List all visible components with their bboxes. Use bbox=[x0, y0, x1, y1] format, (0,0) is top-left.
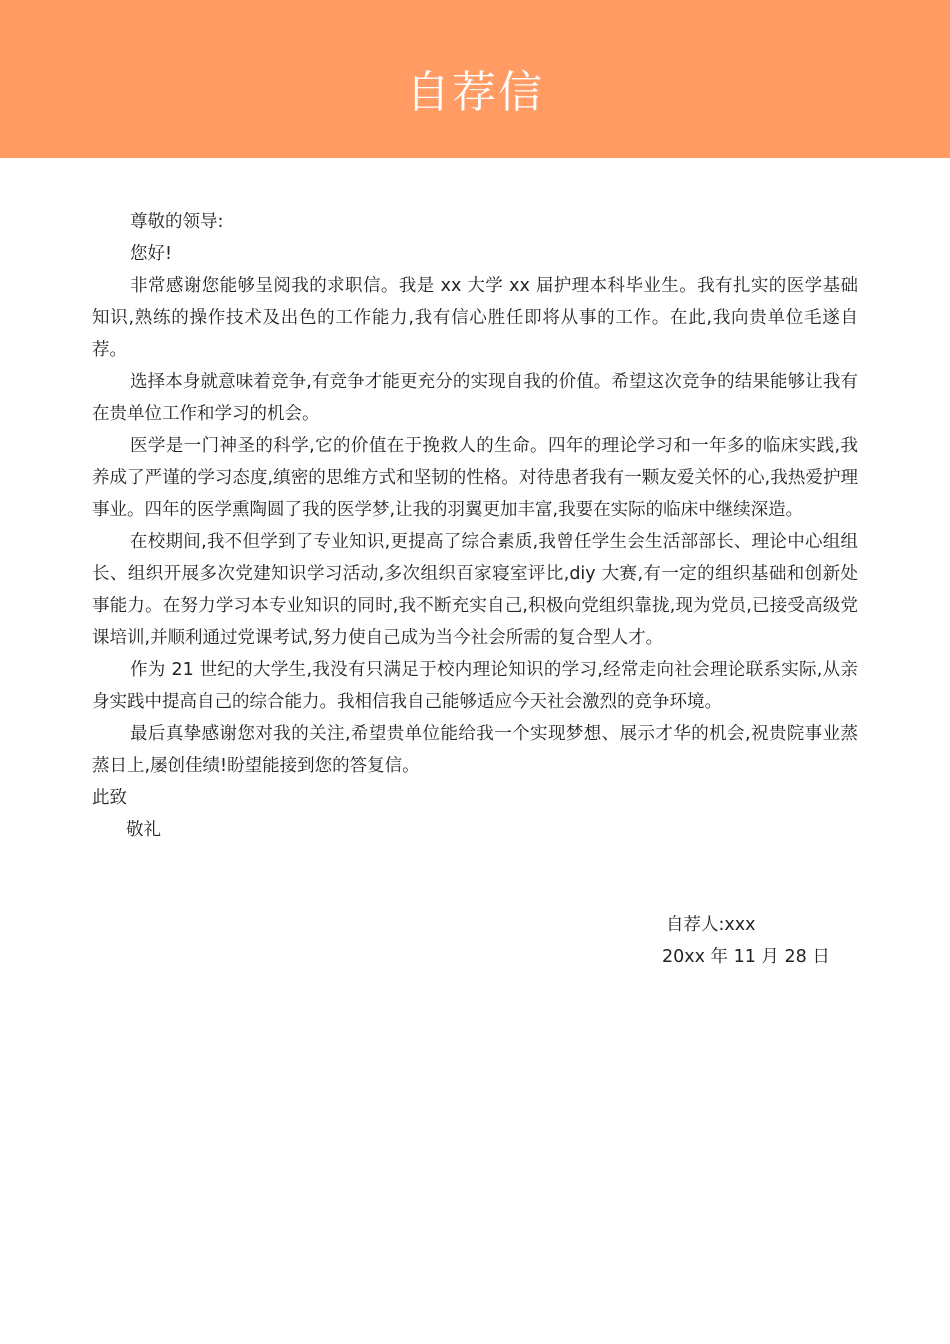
paragraph-closing: 最后真挚感谢您对我的关注,希望贵单位能给我一个实现梦想、展示才华的机会,祝贵院事业蒸蒸日上,屡创佳绩!盼望能接到您的答复信。 bbox=[92, 724, 858, 776]
paragraph-intro: 非常感谢您能够呈阅我的求职信。我是 xx 大学 xx 届护理本科毕业生。我有扎实的医学基础知识,熟练的操作技术及出色的工作能力,我有信心胜任即将从事的工作。在此,我向贵单位毛遂自荐。 bbox=[92, 276, 858, 360]
signature-block bbox=[662, 909, 830, 973]
closing-line-2: 敬礼 bbox=[126, 820, 161, 840]
paragraph-medicine: 医学是一门神圣的科学,它的价值在于挽救人的生命。四年的理论学习和一年多的临床实践,我养成了严谨的学习态度,缜密的思维方式和坚韧的性格。对待患者我有一颗友爱关怀的心,我热爱护理事业。四年的医学熏陶圆了我的医学梦,让我的羽翼更加丰富,我要在实际的临床中继续深造。 bbox=[92, 436, 858, 520]
salutation: 尊敬的领导: bbox=[130, 212, 224, 232]
header-banner bbox=[0, 0, 950, 158]
paragraph-campus: 在校期间,我不但学到了专业知识,更提高了综合素质,我曾任学生会生活部部长、理论中心组组长、组织开展多次党建知识学习活动,多次组织百家寝室评比,diy 大赛,有一定的组织基础和创新处事能力。在努力学习本专业知识的同时,我不断充实自己,积极向党组织靠拢,现为党员,已接受高级党课培训,并顺利通过党课考试,努力使自己成为当今社会所需的复合型人才。 bbox=[92, 532, 858, 648]
greeting: 您好! bbox=[130, 244, 173, 264]
page-title: 自荐信 bbox=[406, 67, 544, 119]
signature-name: 自荐人:xxx bbox=[666, 915, 756, 935]
signature-date: 20xx 年 11 月 28 日 bbox=[662, 947, 830, 967]
closing-line-1: 此致 bbox=[92, 788, 127, 808]
paragraph-practice: 作为 21 世纪的大学生,我没有只满足于校内理论知识的学习,经常走向社会理论联系实际,从亲身实践中提高自己的综合能力。我相信我自己能够适应今天社会激烈的竞争环境。 bbox=[92, 660, 858, 712]
paragraph-competition: 选择本身就意味着竞争,有竞争才能更充分的实现自我的价值。希望这次竞争的结果能够让我有在贵单位工作和学习的机会。 bbox=[92, 372, 858, 424]
letter-body bbox=[92, 206, 858, 846]
